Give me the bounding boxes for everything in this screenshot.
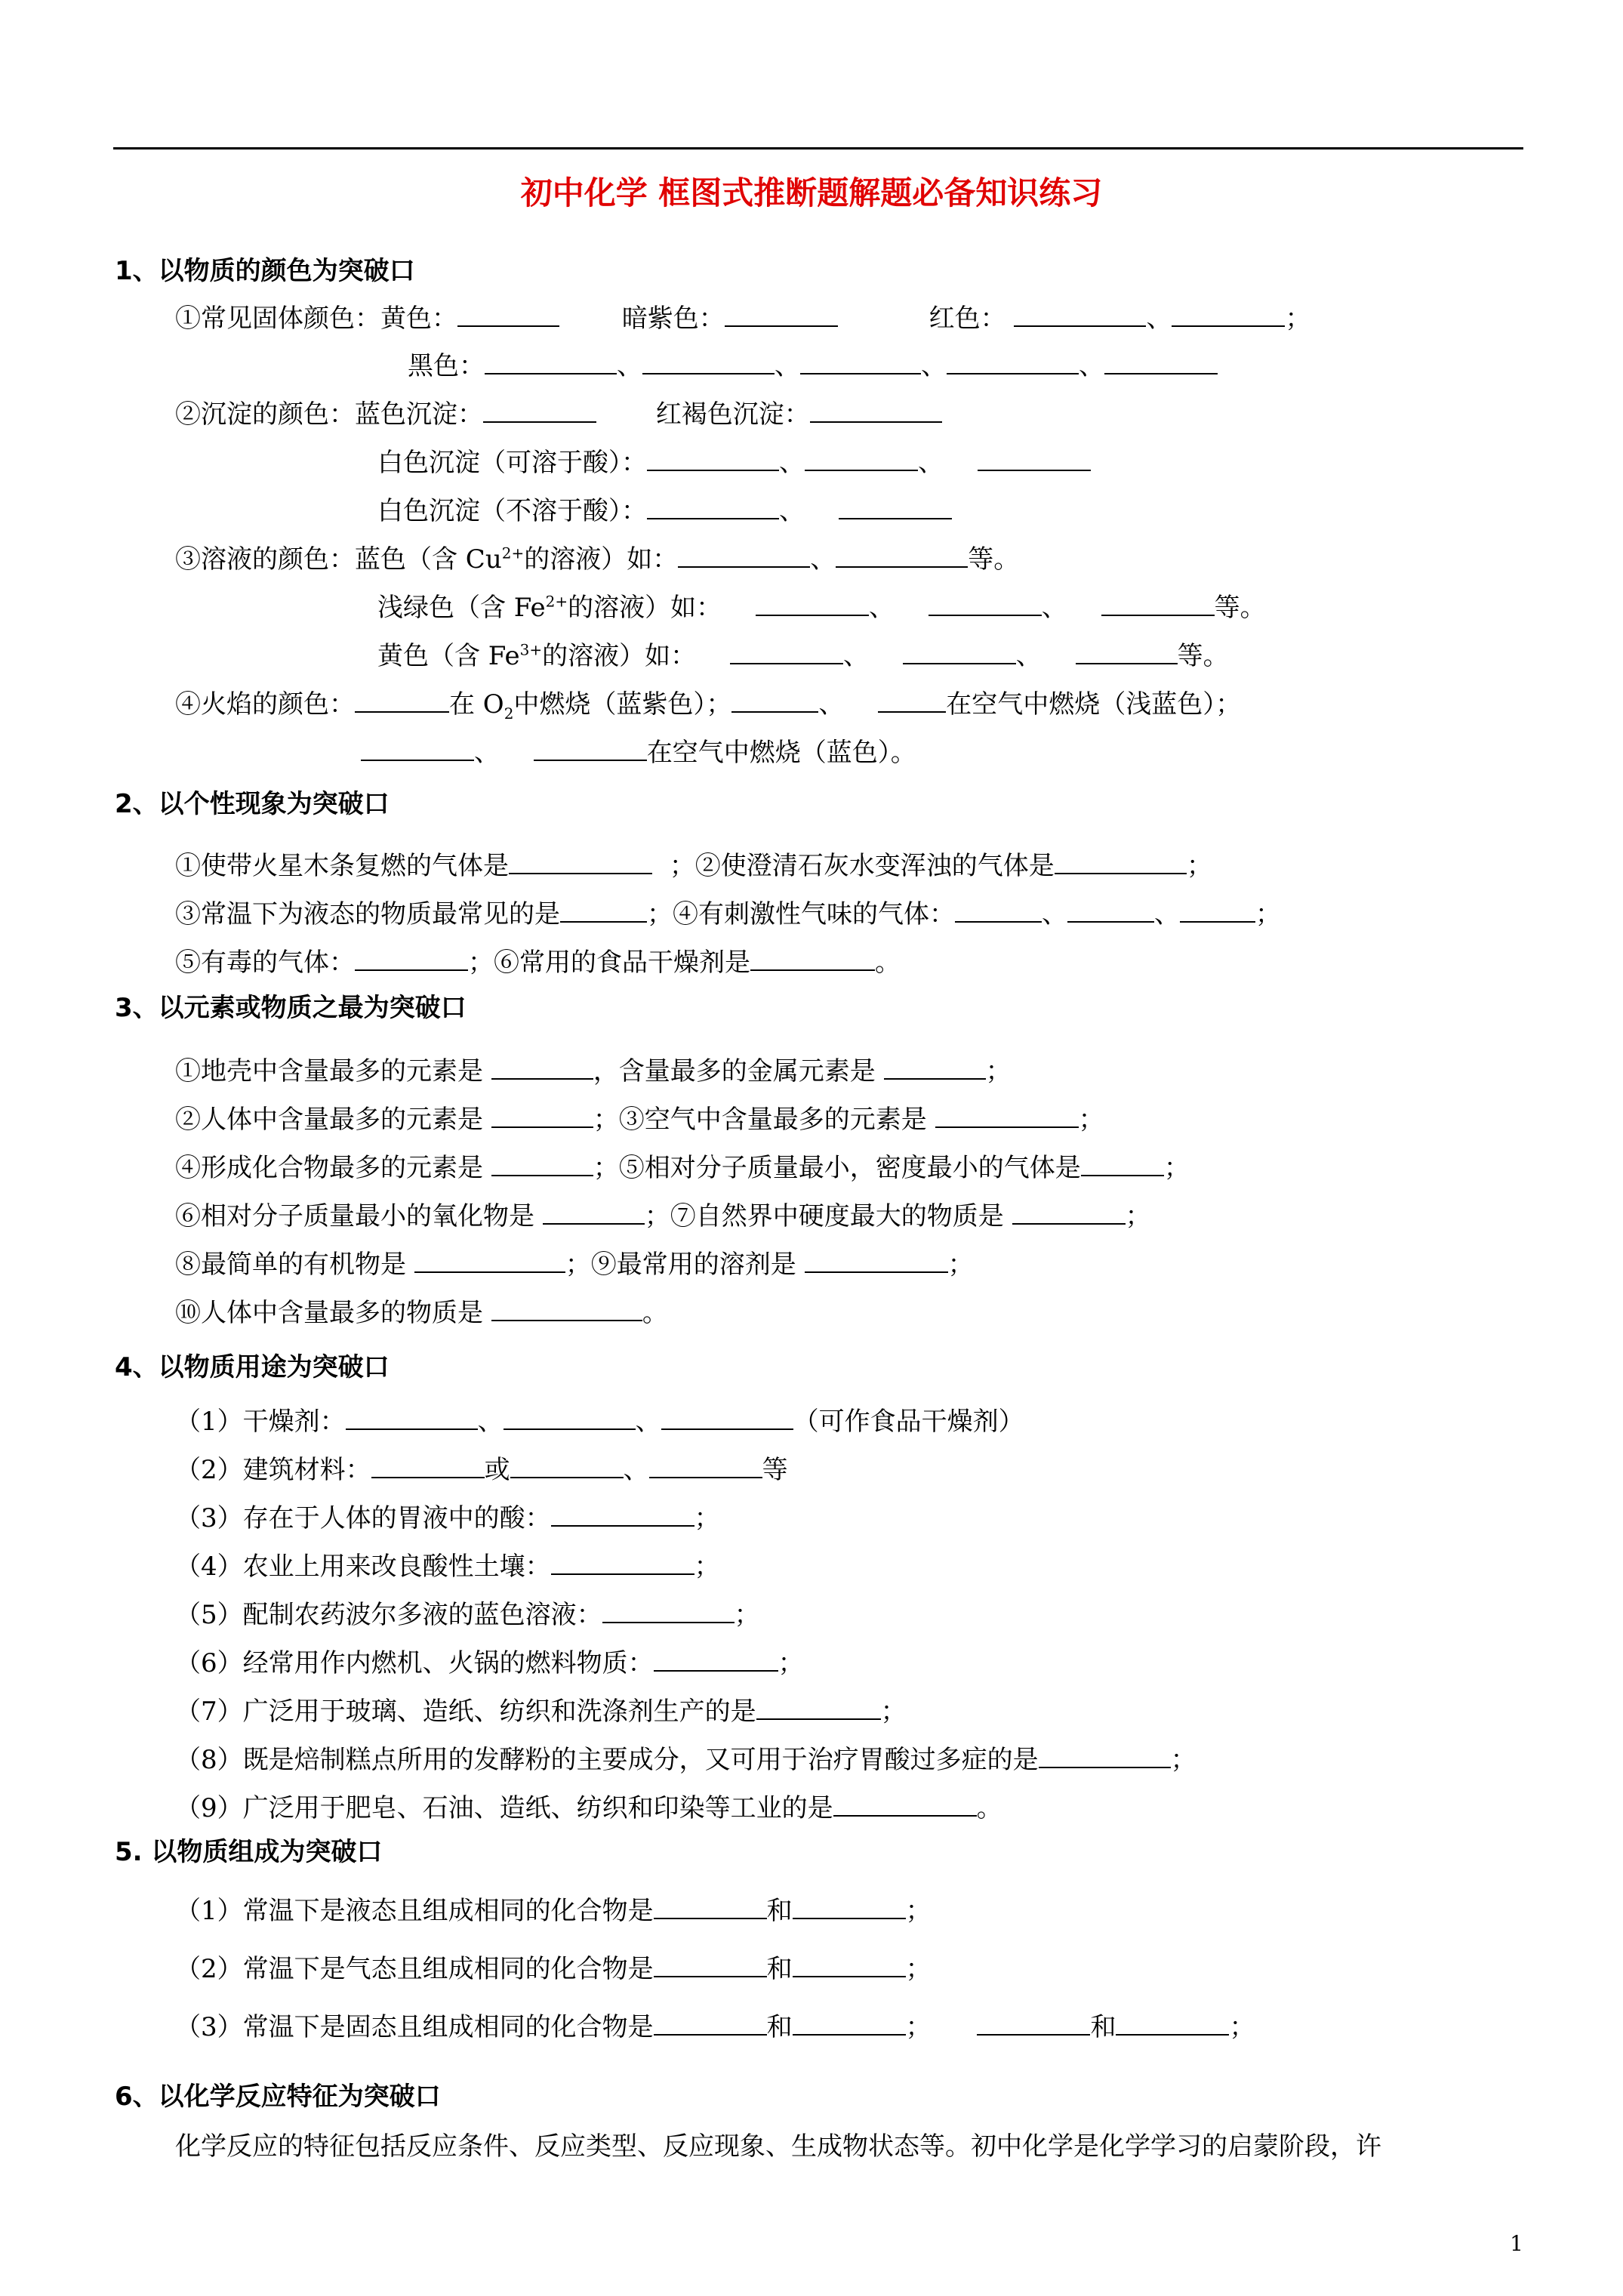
- separator: ；: [1285, 304, 1311, 334]
- s3-line-6: [175, 1296, 668, 1330]
- s3-line-3: [175, 1151, 1190, 1185]
- blank[interactable]: [551, 1551, 694, 1575]
- separator: ；: [985, 1056, 1012, 1086]
- blank[interactable]: [551, 1502, 694, 1527]
- period: 。: [875, 948, 901, 978]
- s5-line-3: [175, 2010, 1255, 2045]
- s4-fuel-label: （6）经常用作内燃机、火锅的燃料物质：: [175, 1648, 654, 1678]
- blank[interactable]: [654, 1953, 767, 1977]
- s1-solution-blue-line: [175, 542, 1019, 577]
- separator: ；: [1170, 1745, 1196, 1775]
- page-number: 1: [1510, 2231, 1523, 2256]
- s5-liquid-label: （1）常温下是液态且组成相同的化合物是: [175, 1896, 654, 1926]
- s2-pungent-label: ；④有刺激性气味的气体：: [647, 899, 955, 929]
- blank[interactable]: [978, 447, 1091, 471]
- blank[interactable]: [929, 592, 1042, 616]
- s1-purple-label: 暗紫色：: [621, 304, 725, 334]
- separator: 、: [1041, 593, 1067, 623]
- separator: ；: [905, 1896, 932, 1926]
- s1-flame-line-2: [361, 735, 916, 770]
- separator: 、: [1079, 351, 1104, 381]
- s1-redbrown-label: 红褐色沉淀：: [655, 399, 810, 430]
- blank[interactable]: [955, 898, 1042, 923]
- s4-glass-label: （7）广泛用于玻璃、造纸、纺织和洗涤剂生产的是: [175, 1697, 756, 1727]
- s1-flame-o2-label-end: 中燃烧（蓝紫色）；: [513, 689, 732, 720]
- s2-co2-label: ；②使澄清石灰水变浑浊的气体是: [669, 851, 1055, 881]
- blank[interactable]: [903, 640, 1016, 664]
- blank[interactable]: [371, 1454, 485, 1478]
- s1-solution-yellow-label: 黄色（含 Fe: [377, 641, 520, 671]
- blank[interactable]: [510, 1454, 624, 1478]
- blank[interactable]: [1116, 2011, 1229, 2036]
- and-text: 和: [766, 2012, 793, 2042]
- s4-line-2: [175, 1453, 788, 1487]
- blank[interactable]: [678, 544, 810, 568]
- blank[interactable]: [543, 1200, 645, 1225]
- blank[interactable]: [560, 898, 647, 923]
- separator: ；: [694, 1503, 720, 1533]
- blank[interactable]: [836, 544, 968, 568]
- s2-desiccant-label: ；⑥常用的食品干燥剂是: [468, 948, 750, 978]
- s3-body-element-label: ②人体中含量最多的元素是: [175, 1105, 483, 1135]
- s1-white-soluble-label: 白色沉淀（可溶于酸）：: [377, 448, 647, 478]
- s1-flame-air-label: 在空气中燃烧（浅蓝色）；: [946, 689, 1242, 720]
- blank[interactable]: [793, 2011, 906, 2036]
- s3-line-2: [175, 1102, 1104, 1137]
- blank[interactable]: [504, 1406, 636, 1430]
- s3-metal-label: ，含量最多的金属元素是: [593, 1056, 876, 1086]
- header-rule: [113, 147, 1523, 149]
- separator: ；: [880, 1697, 907, 1727]
- blank[interactable]: [810, 399, 942, 423]
- deng-text: 等。: [968, 544, 1020, 575]
- blank[interactable]: [654, 1647, 778, 1672]
- blank[interactable]: [725, 303, 838, 327]
- and-text: 和: [766, 1896, 793, 1926]
- s3-line-1: [175, 1054, 1012, 1089]
- s5-solid-label: （3）常温下是固态且组成相同的化合物是: [175, 2012, 654, 2042]
- s5-line-1: [175, 1894, 932, 1928]
- blank[interactable]: [483, 399, 596, 423]
- s1-white-insoluble-label: 白色沉淀（不溶于酸）：: [377, 496, 647, 526]
- s1-solution-green-label: 浅绿色（含 Fe: [377, 593, 546, 623]
- blank[interactable]: [805, 1249, 948, 1273]
- page-title: 初中化学 框图式推断题解题必备知识练习: [520, 174, 1103, 211]
- blank[interactable]: [654, 1895, 767, 1919]
- blank[interactable]: [647, 447, 779, 471]
- s4-line-6: [175, 1646, 804, 1681]
- blank[interactable]: [1055, 850, 1187, 874]
- s6-paragraph: 化学反应的特征包括反应条件、反应类型、反应现象、生成物状态等。初中化学是化学学习的启蒙阶段，许: [175, 2131, 1381, 2162]
- separator: ；: [1255, 899, 1281, 929]
- s1-precipitate-line: [175, 397, 942, 432]
- blank[interactable]: [491, 1056, 593, 1080]
- s4-line-3: [175, 1501, 720, 1536]
- and-text: 和: [766, 1954, 793, 1984]
- section-1-heading: 1、以物质的颜色为突破口: [115, 256, 415, 286]
- s2-liquid-label: ③常温下为液态的物质最常见的是: [175, 899, 560, 929]
- blank[interactable]: [485, 350, 617, 374]
- section-3-heading: 3、以元素或物质之最为突破口: [115, 993, 467, 1023]
- s4-gastric-acid-label: （3）存在于人体的胃液中的酸：: [175, 1503, 551, 1533]
- blank[interactable]: [355, 689, 449, 713]
- blank[interactable]: [1081, 1152, 1164, 1176]
- separator: ；: [1229, 2012, 1255, 2042]
- separator: 、: [1146, 304, 1172, 334]
- blank[interactable]: [1172, 303, 1285, 327]
- or-text: 或: [484, 1455, 510, 1485]
- blank[interactable]: [793, 1953, 906, 1977]
- s1-white-insoluble-line: [377, 494, 952, 529]
- blank[interactable]: [884, 1056, 986, 1080]
- blank[interactable]: [1076, 640, 1178, 664]
- s1-flame-line: [175, 687, 1241, 722]
- separator: 、: [779, 496, 805, 526]
- s1-solution-green-line: [377, 590, 1266, 625]
- s1-solution-blue-label-end: 的溶液）如：: [524, 544, 679, 575]
- section-4-heading: 4、以物质用途为突破口: [115, 1352, 390, 1382]
- separator: 、: [477, 1407, 504, 1437]
- superscript: 3+: [519, 640, 543, 659]
- blank[interactable]: [750, 947, 875, 971]
- s1-solution-green-label-end: 的溶液）如：: [568, 593, 722, 623]
- s3-air-element-label: ；③空气中含量最多的元素是: [593, 1105, 927, 1135]
- s2-oxygen-label: ①使带火星木条复燃的气体是: [175, 851, 509, 881]
- separator: ；: [1078, 1105, 1104, 1135]
- superscript: 2+: [545, 592, 568, 611]
- section-2-heading: 2、以个性现象为突破口: [115, 789, 390, 819]
- blank[interactable]: [602, 1599, 735, 1623]
- blank[interactable]: [833, 1792, 977, 1817]
- s5-line-2: [175, 1952, 932, 1986]
- and-text: 和: [1090, 2012, 1116, 2042]
- blank[interactable]: [509, 850, 652, 874]
- s4-line-5: [175, 1598, 760, 1632]
- deng-text: 等。: [1177, 641, 1229, 671]
- blank[interactable]: [977, 2011, 1090, 2036]
- s3-solvent-label: ；⑨最常用的溶剂是: [565, 1250, 796, 1280]
- blank[interactable]: [647, 495, 779, 519]
- s1-flame-o2-label: 在 O: [449, 689, 504, 720]
- s2-toxic-label: ⑤有毒的气体：: [175, 948, 355, 978]
- separator: 、: [818, 689, 845, 720]
- s1-blue-precip-label: ②沉淀的颜色：蓝色沉淀：: [175, 399, 483, 430]
- separator: 、: [1015, 641, 1042, 671]
- blank[interactable]: [947, 350, 1079, 374]
- section-5-heading: 5. 以物质组成为突破口: [115, 1837, 383, 1867]
- blank[interactable]: [534, 737, 647, 761]
- blank[interactable]: [654, 2011, 767, 2036]
- separator: ；: [734, 1600, 760, 1630]
- blank[interactable]: [346, 1406, 478, 1430]
- s4-desiccant-label: （1）干燥剂：: [175, 1407, 346, 1437]
- section-6-heading: 6、以化学反应特征为突破口: [115, 2082, 441, 2112]
- s3-crust-label: ①地壳中含量最多的元素是: [175, 1056, 483, 1086]
- subscript: 2: [504, 704, 514, 723]
- separator: ；: [1125, 1201, 1151, 1231]
- blank[interactable]: [756, 1696, 881, 1720]
- separator: 、: [474, 738, 500, 768]
- blank[interactable]: [661, 1406, 793, 1430]
- s1-solution-blue-label: ③溶液的颜色：蓝色（含 Cu: [175, 544, 502, 575]
- blank[interactable]: [800, 350, 921, 374]
- s1-solid-label: ①常见固体颜色：黄色：: [175, 304, 457, 334]
- blank[interactable]: [491, 1297, 642, 1321]
- s4-baking-soda-label: （8）既是焙制糕点所用的发酵粉的主要成分，又可用于治疗胃酸过多症的是: [175, 1745, 1039, 1775]
- separator: 、: [775, 351, 800, 381]
- blank[interactable]: [1012, 1200, 1126, 1225]
- s4-soil-label: （4）农业上用来改良酸性土壤：: [175, 1552, 551, 1582]
- blank[interactable]: [731, 689, 818, 713]
- s3-line-4: [175, 1199, 1151, 1234]
- separator: 、: [868, 593, 895, 623]
- s4-line-4: [175, 1549, 720, 1584]
- blank[interactable]: [935, 1104, 1079, 1128]
- s4-line-7: [175, 1694, 907, 1729]
- blank[interactable]: [805, 447, 918, 471]
- separator: ；: [1186, 851, 1212, 881]
- blank[interactable]: [491, 1152, 593, 1176]
- separator: ；: [778, 1648, 804, 1678]
- s3-body-substance-label: ⑩人体中含量最多的物质是: [175, 1298, 483, 1328]
- separator: ；: [694, 1552, 720, 1582]
- blank[interactable]: [491, 1104, 593, 1128]
- s3-organic-label: ⑧最简单的有机物是: [175, 1250, 406, 1280]
- separator: ；: [905, 2012, 932, 2042]
- period: 。: [976, 1793, 1002, 1823]
- separator: 、: [921, 351, 947, 381]
- s4-building-label: （2）建筑材料：: [175, 1455, 371, 1485]
- s2-line-1: [175, 849, 1212, 883]
- separator: 、: [617, 351, 642, 381]
- blank[interactable]: [642, 350, 775, 374]
- s4-line-8: [175, 1743, 1196, 1777]
- blank[interactable]: [355, 947, 468, 971]
- blank[interactable]: [756, 592, 869, 616]
- period: 。: [642, 1298, 668, 1328]
- blank[interactable]: [730, 640, 843, 664]
- separator: 、: [779, 448, 805, 478]
- s1-flame-air-blue-label: 在空气中燃烧（蓝色）。: [646, 738, 916, 768]
- separator: 、: [635, 1407, 661, 1437]
- blank[interactable]: [649, 1454, 762, 1478]
- superscript: 2+: [501, 544, 525, 562]
- s3-oxide-label: ⑥相对分子质量最小的氧化物是: [175, 1201, 534, 1231]
- blank[interactable]: [361, 737, 474, 761]
- blank[interactable]: [414, 1249, 565, 1273]
- blank[interactable]: [878, 689, 946, 713]
- blank[interactable]: [1104, 350, 1218, 374]
- blank[interactable]: [1039, 1744, 1171, 1768]
- separator: 、: [918, 448, 944, 478]
- s4-line-9: [175, 1791, 1002, 1826]
- separator: 、: [1042, 899, 1067, 929]
- blank[interactable]: [1014, 303, 1146, 327]
- separator: 、: [623, 1455, 649, 1485]
- s5-gas-label: （2）常温下是气态且组成相同的化合物是: [175, 1954, 654, 1984]
- s3-lightest-gas-label: ；⑤相对分子质量最小，密度最小的气体是: [593, 1153, 1081, 1183]
- s3-hardest-label: ；⑦自然界中硬度最大的物质是: [644, 1201, 1004, 1231]
- s4-bordeaux-label: （5）配制农药波尔多液的蓝色溶液：: [175, 1600, 602, 1630]
- separator: 、: [1154, 899, 1180, 929]
- deng-text: 等。: [1214, 593, 1266, 623]
- separator: ；: [1163, 1153, 1190, 1183]
- s3-compound-element-label: ④形成化合物最多的元素是: [175, 1153, 483, 1183]
- separator: ；: [947, 1250, 974, 1280]
- separator: 、: [842, 641, 869, 671]
- s1-black-label: 黑色：: [408, 351, 485, 381]
- blank[interactable]: [1180, 898, 1255, 923]
- blank[interactable]: [839, 495, 952, 519]
- s1-red-label: 红色：: [929, 304, 1006, 334]
- separator: ；: [905, 1954, 932, 1984]
- s1-black-line: [408, 349, 1218, 384]
- blank[interactable]: [1067, 898, 1154, 923]
- s4-desiccant-note: （可作食品干燥剂）: [793, 1407, 1024, 1437]
- separator: 、: [810, 544, 836, 575]
- s1-solid-colors-line: [175, 301, 1310, 336]
- s3-line-5: [175, 1247, 974, 1282]
- s1-white-soluble-line: [377, 445, 1091, 480]
- s2-line-2: [175, 897, 1281, 932]
- s4-line-1: [175, 1404, 1024, 1439]
- s2-line-3: [175, 945, 901, 980]
- s4-soap-label: （9）广泛用于肥皂、石油、造纸、纺织和印染等工业的是: [175, 1793, 833, 1823]
- deng-text: 等: [762, 1455, 788, 1485]
- blank[interactable]: [1101, 592, 1215, 616]
- blank[interactable]: [457, 303, 559, 327]
- s1-solution-yellow-line: [377, 639, 1229, 673]
- s1-solution-yellow-label-end: 的溶液）如：: [542, 641, 697, 671]
- blank[interactable]: [793, 1895, 906, 1919]
- s1-flame-label: ④火焰的颜色：: [175, 689, 355, 720]
